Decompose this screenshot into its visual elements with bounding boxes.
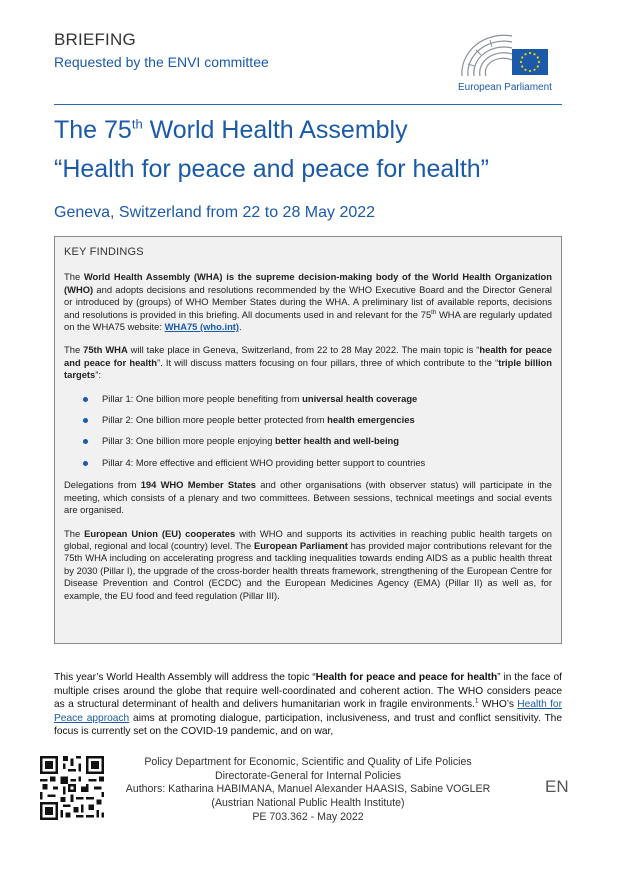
key-findings-paragraph-eu — [64, 528, 552, 602]
pillar-bold: universal health coverage — [302, 392, 418, 404]
pillar-text: Pillar 3: One billion more people enjoying — [102, 435, 276, 447]
footer-department: Policy Department for Economic, Scientific and Quality of Life Policies — [144, 756, 472, 768]
health-for-peace-link[interactable]: Health for Peace approach — [54, 699, 562, 724]
text-run: The — [64, 271, 84, 283]
text-run: aims at promoting dialogue, participation, inclusiveness, and trust and conflict sensitivity. The focus is currently set on the COVID-19 pandemic, and on war, — [54, 712, 563, 737]
requesting-committee: Requested by the ENVI committee — [54, 54, 269, 70]
footnote-marker[interactable]: 1 — [474, 697, 479, 705]
text-run: The — [64, 344, 84, 356]
pillar-text: Pillar 4: More effective and efficient WHO providing better support to countries — [102, 456, 426, 468]
text-run: . — [239, 321, 242, 333]
title-ordinal-suffix: th — [131, 116, 143, 132]
ordinal-suffix: th — [431, 309, 437, 316]
bold-run: European Parliament — [253, 539, 348, 551]
key-findings-paragraph-wha — [64, 271, 552, 333]
title-prefix: The 75 — [54, 116, 132, 144]
logo-label: European Parliament — [458, 82, 552, 93]
key-findings-paragraph-delegations — [64, 479, 552, 516]
list-item — [64, 457, 552, 469]
text-run: WHO’s — [478, 699, 518, 710]
wha75-website-link[interactable]: WHA75 (who.int) — [164, 321, 240, 333]
document-title-line1 — [54, 116, 408, 145]
footer-directorate: Directorate-General for Internal Policies — [214, 769, 402, 782]
pillar-text: Pillar 2: One billion more people better protected from — [102, 414, 328, 426]
bold-run: 75th WHA — [83, 344, 128, 356]
bold-run: European Union (EU) cooperates — [84, 527, 236, 539]
text-run: ”. It will discuss matters focusing on four pillars, three of which contribute to the “ — [156, 356, 499, 368]
bold-run: triple billion targets — [64, 356, 552, 381]
key-findings-paragraph-75th — [64, 344, 552, 381]
bold-run: health for peace and peace for health — [64, 344, 552, 368]
list-item — [64, 414, 552, 426]
body-paragraph — [54, 671, 562, 739]
text-run: WHA are regularly updated on the WHA75 website: — [64, 308, 552, 333]
text-run: ”: — [95, 369, 101, 381]
bold-run: 194 WHO Member States — [140, 479, 257, 491]
text-run: This year’s World Health Assembly will address the topic “ — [54, 672, 316, 683]
text-run: and adopts decisions and resolutions recommended by the WHO Executive Board and the Director General or introduced by (groups) of WHO Member States during the WHA. A preliminary list of available reports, decisions and resolutions is provided in this briefing. All documents used in and relevant for the 75 — [64, 283, 552, 320]
footer-authors: Authors: Katharina HABIMANA, Manuel Alexander HAASIS, Sabine VOGLER — [125, 783, 491, 796]
text-run: will take place in Geneva, Switzerland, from 22 to 28 May 2022. The main topic is “ — [127, 344, 480, 356]
header-divider — [54, 104, 562, 105]
text-run: with WHO and supports its activities in reaching public health targets on global, regional and local (country) level. The — [64, 527, 552, 551]
document-title-line2: “Health for peace and peace for health” — [54, 155, 489, 183]
text-run: ” in the face of multiple crises around the globe that require well-coordinated and coherent action. The WHO considers peace as a structural determinant of health and delivers humanitarian work in fragile environments. — [54, 672, 562, 710]
key-findings-box — [54, 236, 562, 644]
pillar-bold: health emergencies — [327, 414, 415, 426]
pillar-text: Pillar 1: One billion more people benefiting from — [102, 392, 303, 404]
title-suffix: World Health Assembly — [142, 116, 408, 144]
bold-run: World Health Assembly (WHA) is the supreme decision-making body of the World Health Organization (WHO) — [64, 271, 553, 295]
list-item — [64, 393, 552, 405]
key-findings-heading: KEY FINDINGS — [64, 246, 144, 258]
footer-reference: PE 703.362 - May 2022 — [252, 810, 364, 823]
text-run: and other organisations (with observer status) will participate in the meeting, which consists of a plenary and two committees. Between sessions, technical meetings and social events are organised. — [64, 479, 552, 516]
pillar-list — [64, 393, 552, 470]
text-run: Delegations from — [64, 479, 141, 491]
pillar-bold: better health and well-being — [275, 435, 400, 447]
document-type: BRIEFING — [54, 30, 136, 49]
qr-code-icon — [40, 756, 104, 820]
footer-info — [118, 756, 498, 825]
text-run: has provided major contributions relevant for the 75th WHA including on accelerating progress and tackling inequalities towards ending AIDS as a public health threat by 2030 (Pillar I), the upgrade of the cross-border health threats framework, strengthening of the European Centre for Disease Prevention and Control (ECDC) and the European Medicines Agency (EMA) (Pillar II) as well as, for example, the EU food and feed regulation (Pillar III). — [64, 539, 553, 601]
document-subtitle: Geneva, Switzerland from 22 to 28 May 2022 — [54, 204, 376, 221]
list-item — [64, 435, 552, 447]
text-run: The — [64, 527, 85, 539]
language-code: EN — [545, 777, 569, 796]
bold-run: Health for peace and peace for health — [315, 672, 498, 683]
footer-institute: (Austrian National Public Health Institute) — [211, 797, 405, 810]
